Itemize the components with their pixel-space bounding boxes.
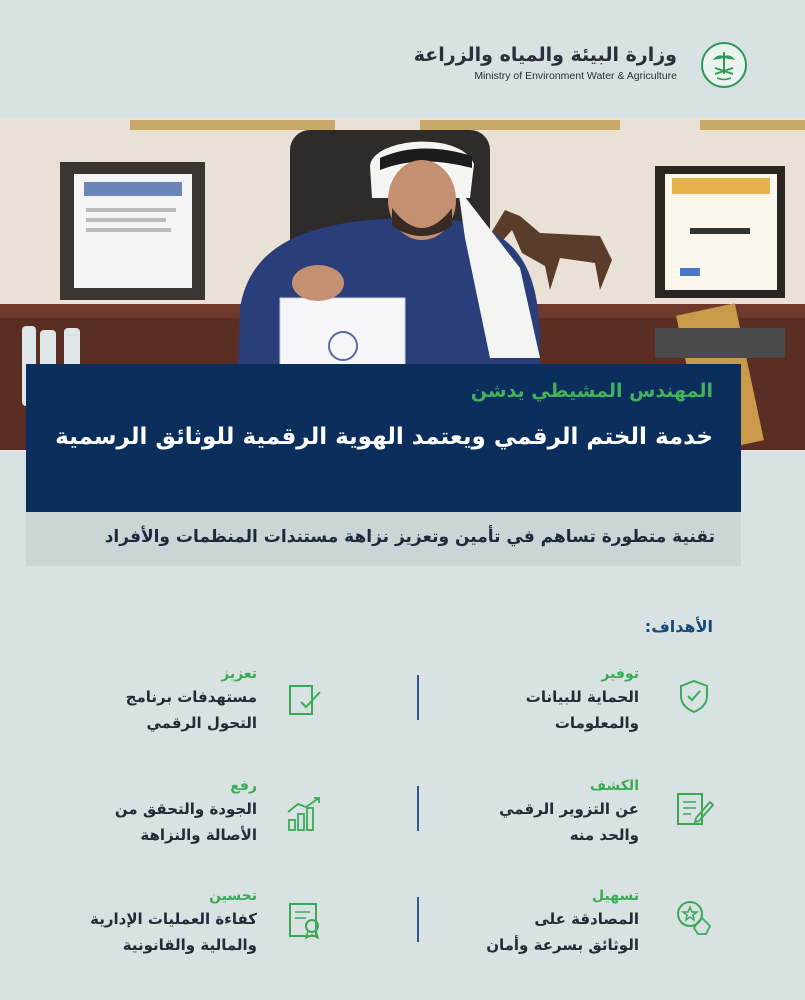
goal-text-line-2: الأصالة والنزاهة (140, 826, 257, 844)
headline-title: خدمة الختم الرقمي ويعتمد الهوية الرقمية للوثائق الرسمية (55, 424, 713, 450)
goal-text-line-1: كفاءة العمليات الإدارية (90, 910, 257, 928)
certificate-frame-right (655, 166, 785, 298)
hand-badge-icon (672, 898, 712, 938)
goal-text-line-2: والحد منه (569, 826, 639, 844)
headline-box (26, 364, 741, 512)
header (0, 0, 805, 118)
subtitle-bar (26, 512, 741, 566)
goal-keyword: تحسين (209, 888, 257, 904)
ministry-name (357, 44, 677, 82)
ministry-name-arabic: وزارة البيئة والمياه والزراعة (413, 44, 677, 66)
ministry-name-english: Ministry of Environment Water & Agriculture (474, 70, 677, 82)
document-check-icon (284, 680, 324, 720)
goal-text-line-1: عن التزوير الرقمي (499, 800, 639, 818)
goal-keyword: تسهيل (592, 888, 639, 904)
goal-keyword: توفير (601, 666, 639, 682)
shield-check-icon (674, 676, 714, 716)
goal-item-forgery-detection (469, 776, 639, 848)
ministry-emblem-icon (701, 42, 747, 88)
goal-item-authentication (449, 886, 639, 958)
goal-text-line-2: والمعلومات (554, 714, 639, 732)
divider (417, 897, 419, 942)
goal-keyword: الكشف (589, 778, 639, 794)
divider (417, 786, 419, 831)
subtitle-text: تقنية متطورة تساهم في تأمين وتعزيز نزاهة مستندات المنظمات والأفراد (104, 527, 715, 547)
goals-heading: الأهداف: (644, 617, 713, 636)
goal-item-digital-transformation (77, 664, 257, 736)
goal-text-line-1: مستهدفات برنامج (125, 688, 257, 706)
goal-text-line-1: المصادقة على (534, 910, 639, 928)
goal-text-line-1: الجودة والتحقق من (114, 800, 257, 818)
certificate-icon (286, 900, 326, 940)
goal-item-quality (57, 776, 257, 848)
certificate-frame-left (60, 162, 205, 300)
document-pen-icon (674, 788, 714, 828)
divider (417, 675, 419, 720)
goal-text-line-1: الحماية للبيانات (525, 688, 639, 706)
goal-keyword: تعزيز (221, 666, 257, 682)
goal-item-efficiency (37, 886, 257, 958)
goal-keyword: رفع (230, 778, 257, 794)
goal-item-protection (469, 664, 639, 736)
goal-text-line-2: التحول الرقمي (146, 714, 257, 732)
goal-text-line-2: الوثائق بسرعة وأمان (486, 936, 639, 954)
growth-chart-icon (284, 794, 324, 834)
goal-text-line-2: والمالية والقانونية (122, 936, 257, 954)
headline-kicker: المهندس المشيطي يدشن (470, 380, 713, 402)
